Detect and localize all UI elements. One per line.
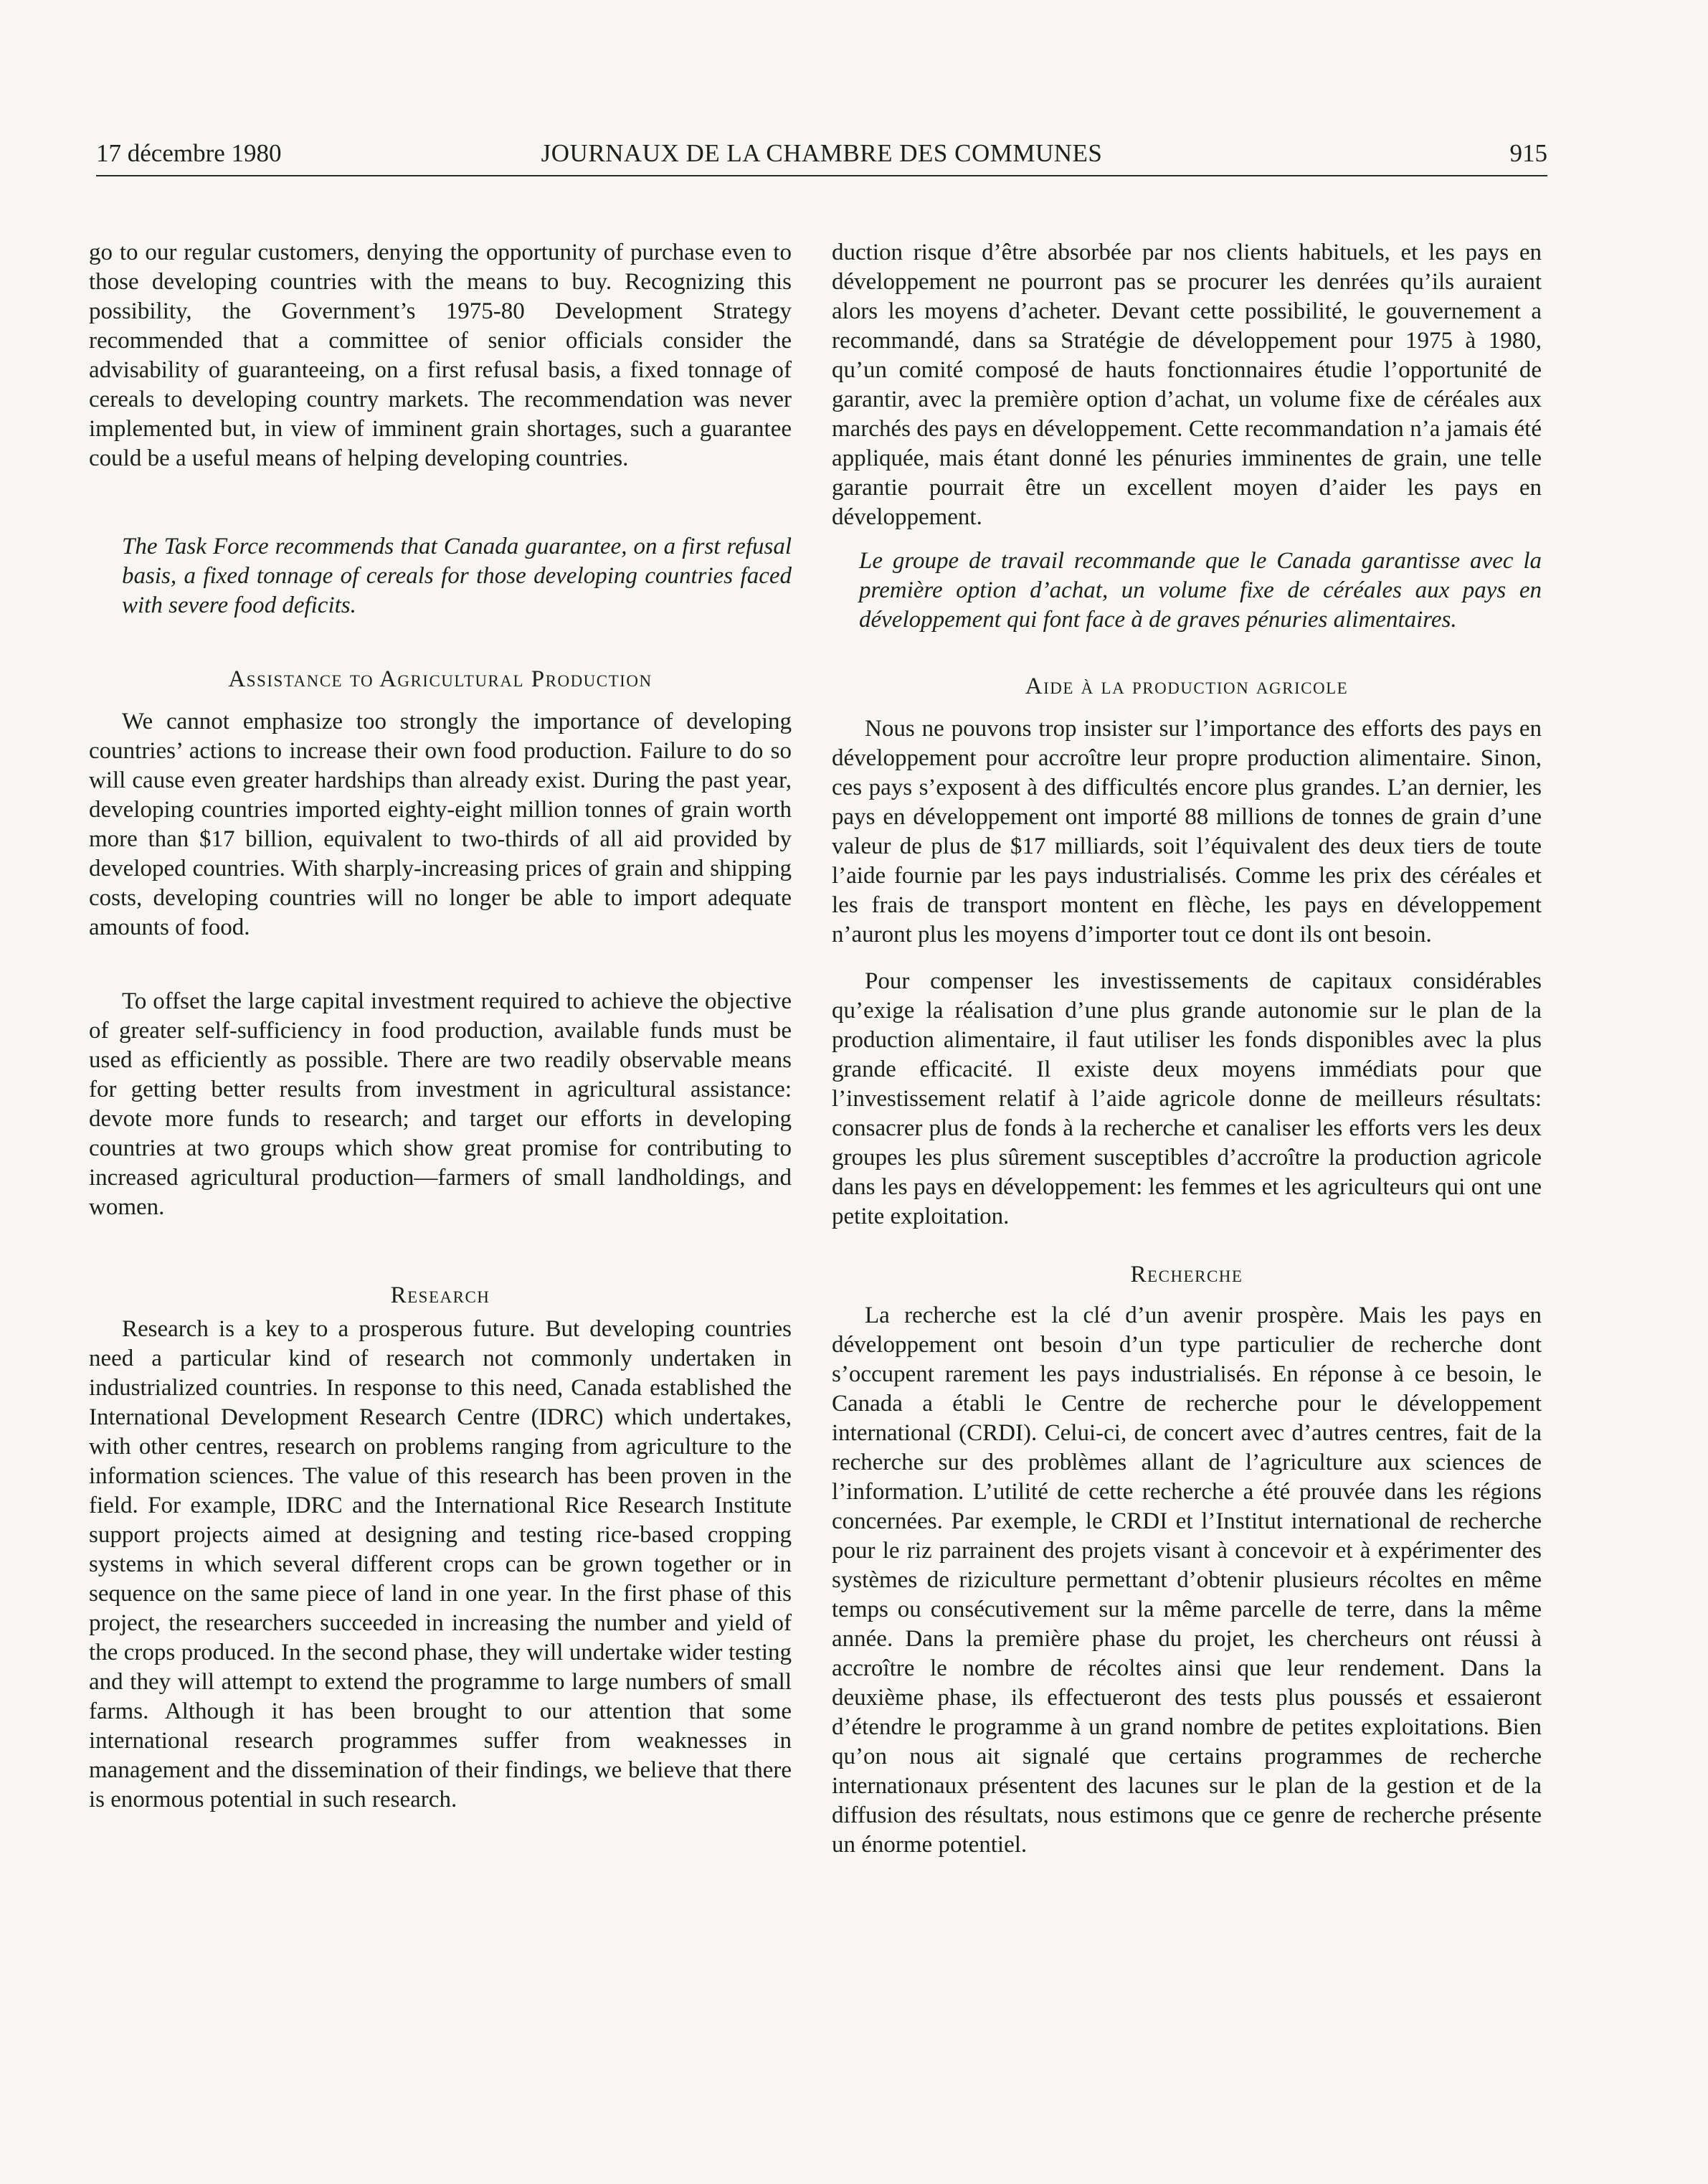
french-paragraph-1: duction risque d’être absorbée par nos clients habituels, et les pays en développement ne pourront pas se procurer les denrées qu’ils auraient alors les moyens d’acheter. Devant cette possibilité, le gouvernement a recommandé, dans sa Stratégie de développement pour 1975 à 1980, qu’un comité composé de hauts fonctionnaires étudie l’opportunité de garantir, avec la première option d’achat, un volume fixe de céréales aux marchés des pays en développement. Cette recommandation n’a jamais été appliquée, mais étant donné les pénuries imminentes de grain, une telle garantie pourrait être un excellent moyen d’aider les pays en développement. xyxy=(832,240,1542,530)
french-recommendation: Le groupe de travail recommande que le Canada garantisse avec la première option d’achat, un volume fixe de céréales aux pays en développement qui font face à de graves pénuries alimentaires. xyxy=(859,548,1542,633)
page-header xyxy=(96,129,1547,176)
english-paragraph-1: go to our regular customers, denying the opportunity of purchase even to those developing countries with the means to buy. Recognizing this possibility, the Government’s 1975-80 Development Strategy recommended that a committee of senior officials consider the advisability of guaranteeing, on a first refusal basis, a fixed tonnage of cereals to developing country markets. The recommendation was never implemented but, in view of imminent grain shortages, such a guarantee could be a useful means of helping developing countries. xyxy=(89,240,792,471)
french-heading-agricultural-production: Aide à la production agricole xyxy=(1025,673,1349,699)
english-recommendation: The Task Force recommends that Canada guarantee, on a first refusal basis, a fixed tonnage of cereals for those developing countries faced with severe food deficits. xyxy=(122,534,792,618)
english-paragraph-3: To offset the large capital investment required to achieve the objective of greater self-sufficiency in food production, available funds must be used as efficiently as possible. There are two readily observable means for getting better results from investment in agricultural assistance: devote more funds to research; and target our efforts in developing countries at two groups which show great promise for contributing to increased agricultural production—farmers of small landholdings, and women. xyxy=(89,988,792,1220)
english-heading-agricultural-production: Assistance to Agricultural Production xyxy=(228,666,653,692)
english-column xyxy=(89,238,792,1815)
french-column xyxy=(832,238,1542,1860)
page-number: 915 xyxy=(1509,139,1547,167)
french-paragraph-2: Nous ne pouvons trop insister sur l’importance des efforts des pays en développement pour accroître leur propre production alimentaire. Sinon, ces pays s’exposent à des difficultés encore plus grandes. L’an dernier, les pays en développement ont importé 88 millions de tonnes de grain d’une valeur de plus de $17 milliards, soit l’équivalent des deux tiers de toute l’aide fournie par les pays industrialisés. Comme les prix des céréales et les frais de transport montent en flèche, les pays en développement n’auront plus les moyens d’importer tout ce dont ils ont besoin. xyxy=(832,716,1542,947)
english-paragraph-4: Research is a key to a prosperous future. But developing countries need a particular kind of research not commonly undertaken in industrialized countries. In response to this need, Canada established the International Development Research Centre (IDRC) which undertakes, with other centres, research on problems ranging from agriculture to the information sciences. The value of this research has been proven in the field. For example, IDRC and the International Rice Research Institute support projects aimed at designing and testing rice-based cropping systems in which several different crops can be grown together or in sequence on the same piece of land in one year. In the first phase of this project, the researchers succeeded in increasing the number and yield of the crops produced. In the second phase, they will undertake wider testing and they will attempt to extend the programme to large numbers of small farms. Although it has been brought to our attention that some international research programmes suffer from weaknesses in management and the dissemination of their findings, we believe that there is enormous potential in such research. xyxy=(89,1316,792,1812)
french-heading-research: Recherche xyxy=(1130,1262,1243,1287)
header-date: 17 décembre 1980 xyxy=(96,139,282,167)
french-paragraph-4: La recherche est la clé d’un avenir prospère. Mais les pays en développement ont besoin d’un type particulier de recherche dont s’occupent rarement les pays industrialisés. En réponse à ce besoin, le Canada a établi le Centre de recherche pour le développement international (CRDI). Celui-ci, de concert avec d’autres centres, fait de la recherche sur des problèmes allant de l’agriculture aux sciences de l’information. L’utilité de cette recherche a été prouvée dans les régions concernées. Par exemple, le CRDI et l’Institut international de recherche pour le riz parrainent des projets visant à concevoir et à expérimenter des systèmes de riziculture permettant d’obtenir plusieurs récoltes en même temps ou consécutivement sur la même parcelle de terre, dans la même année. Dans la première phase du projet, les chercheurs ont réussi à accroître le nombre de récoltes ainsi que leur rendement. Dans la deuxième phase, ils effectueront des tests plus poussés et essaieront d’étendre le programme à un grand nombre de petites exploitations. Bien qu’on nous ait signalé que certains programmes de recherche internationaux présentent des lacunes sur le plan de la gestion et de la diffusion des résultats, nous estimons que ce genre de recherche présente un énorme potentiel. xyxy=(832,1303,1542,1858)
header-title: JOURNAUX DE LA CHAMBRE DES COMMUNES xyxy=(541,139,1103,167)
french-paragraph-3: Pour compenser les investissements de capitaux considérables qu’exige la réalisation d’une plus grande autonomie sur le plan de la production alimentaire, il faut utiliser les fonds disponibles avec la plus grande efficacité. Il existe deux moyens immédiats pour que l’investissement relatif à l’aide agricole donne de meilleurs résultats: consacrer plus de fonds à la recherche et canaliser les efforts vers les deux groupes les plus sûrement susceptibles d’accroître la production agricole dans les pays en développement: les femmes et les agriculteurs qui ont une petite exploitation. xyxy=(832,968,1542,1229)
english-paragraph-2: We cannot emphasize too strongly the importance of developing countries’ actions to increase their own food production. Failure to do so will cause even greater hardships than already exist. During the past year, developing countries imported eighty-eight million tonnes of grain worth more than $17 billion, equivalent to two-thirds of all aid provided by developed countries. With sharply-increasing prices of grain and shipping costs, developing countries will no longer be able to import adequate amounts of food. xyxy=(89,709,792,940)
english-heading-research: Research xyxy=(390,1282,490,1308)
